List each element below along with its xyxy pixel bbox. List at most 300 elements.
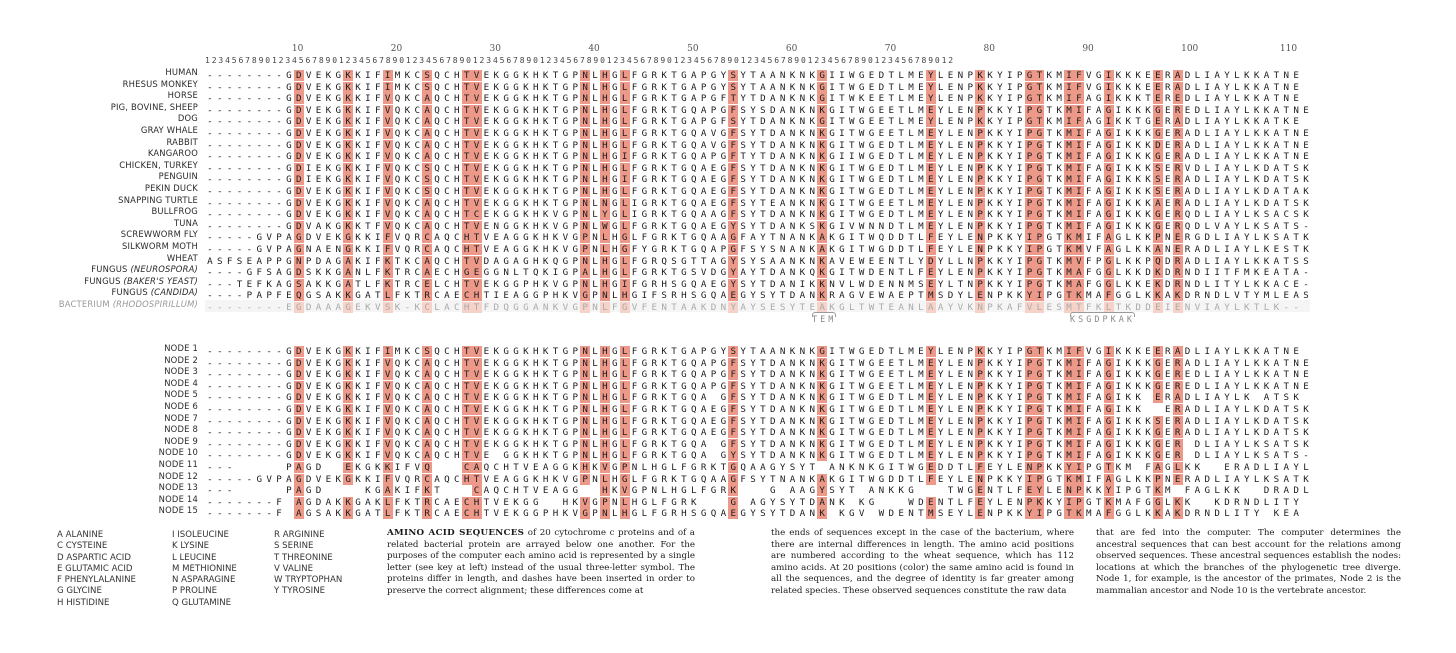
residue: K	[799, 415, 806, 427]
residue: S	[740, 380, 746, 392]
residue: N	[580, 93, 590, 104]
residue: N	[967, 278, 974, 290]
residue: P	[975, 404, 985, 415]
residue: K	[829, 232, 835, 244]
residue: G	[681, 128, 687, 139]
residue: M	[926, 290, 936, 301]
residue: G	[1056, 508, 1062, 520]
residue: L	[365, 267, 371, 279]
residue: K	[325, 404, 332, 415]
residue: L	[947, 104, 954, 116]
residue: C	[444, 81, 450, 93]
residue: P	[700, 93, 707, 105]
residue: L	[947, 427, 954, 439]
residue: K	[799, 404, 806, 415]
residue: I	[1214, 255, 1220, 267]
residue: Y	[779, 462, 786, 473]
residue: N	[957, 116, 964, 128]
residue: K	[1007, 244, 1013, 255]
residue: P	[975, 450, 985, 461]
residue: T	[1283, 186, 1290, 197]
species-name-text: PENGUIN	[158, 171, 198, 182]
residue: V	[552, 209, 559, 221]
residue: K	[343, 198, 353, 209]
residue: R	[1194, 290, 1201, 302]
residue: F	[1095, 473, 1102, 485]
residue: T	[849, 162, 855, 174]
node-name-text: NODE 13	[158, 482, 198, 493]
residue: Y	[937, 267, 944, 279]
residue: F	[375, 415, 381, 427]
residue: I	[1224, 232, 1230, 244]
residue: A	[1095, 151, 1102, 163]
residue: E	[286, 302, 292, 313]
residue: G	[562, 139, 569, 151]
residue: S	[740, 197, 746, 209]
residue: -	[246, 70, 253, 81]
residue: K	[1125, 438, 1132, 450]
residue: Y	[1007, 369, 1013, 381]
residue: A	[1184, 174, 1191, 186]
residue: I	[383, 70, 393, 81]
residue: K	[1244, 93, 1250, 105]
residue: A	[1074, 267, 1084, 278]
residue: K	[493, 174, 500, 186]
residue: G	[681, 220, 687, 232]
residue: Q	[691, 209, 697, 221]
residue: K	[355, 93, 361, 105]
residue: T	[1273, 116, 1280, 128]
residue: K	[817, 392, 827, 403]
residue: K	[355, 244, 361, 255]
residue: I	[1086, 473, 1092, 485]
species-name-qualifier: (NEUROSPORA)	[130, 264, 198, 275]
residue: K	[1125, 220, 1132, 232]
residue: L	[1125, 232, 1132, 244]
residue: A	[286, 244, 292, 255]
residue: A	[422, 439, 432, 450]
residue: C	[1283, 278, 1290, 290]
residue: T	[552, 81, 559, 93]
residue: S	[1263, 438, 1270, 450]
residue: A	[1273, 404, 1280, 415]
residue: -	[236, 290, 243, 302]
residue: Q	[691, 392, 697, 404]
residue: K	[1244, 81, 1250, 93]
residue: T	[779, 508, 786, 520]
residue: G	[829, 392, 835, 404]
residue: K	[975, 116, 985, 127]
residue: I	[1016, 162, 1023, 174]
residue: W	[858, 128, 865, 139]
residue: G	[1135, 485, 1141, 497]
residue: L	[1125, 244, 1132, 255]
residue: S	[1283, 244, 1290, 255]
residue: -	[276, 139, 282, 151]
residue: G	[335, 450, 342, 462]
residue: A	[1214, 70, 1220, 81]
residue: P	[572, 220, 579, 232]
residue: G	[305, 485, 312, 497]
species-name	[84, 276, 198, 287]
residue: A	[1095, 197, 1102, 209]
residue: -	[207, 496, 213, 508]
residue: A	[503, 232, 509, 244]
residue: A	[444, 496, 450, 508]
residue: A	[1095, 186, 1102, 197]
residue: D	[868, 278, 875, 290]
residue: I	[849, 151, 855, 163]
residue: L	[937, 81, 944, 93]
residue: -	[217, 116, 223, 128]
residue: K	[987, 267, 993, 279]
residue: A	[1224, 104, 1230, 116]
residue: H	[454, 128, 460, 139]
residue: L	[1115, 255, 1122, 267]
residue: -	[266, 151, 272, 163]
residue: G	[681, 162, 687, 174]
residue: E	[454, 290, 460, 302]
residue: G	[462, 267, 472, 278]
residue: L	[1204, 404, 1211, 415]
residue: L	[1244, 255, 1250, 267]
residue: K	[1056, 450, 1062, 462]
residue: T	[849, 209, 855, 221]
residue: A	[422, 450, 432, 461]
residue: A	[799, 508, 806, 520]
residue: -	[207, 209, 213, 221]
residue: T	[849, 380, 855, 392]
residue: D	[770, 357, 776, 369]
residue: I	[1204, 81, 1211, 93]
residue: T	[462, 369, 472, 380]
residue: R	[1194, 508, 1201, 520]
residue: K	[1046, 116, 1053, 128]
residue: I	[1016, 415, 1023, 427]
residue: K	[1194, 462, 1201, 473]
residue: K	[1263, 380, 1270, 392]
residue: -	[207, 357, 213, 369]
residue: D	[888, 392, 895, 404]
residue: Q	[552, 255, 559, 267]
residue: I	[620, 151, 630, 162]
residue: G	[523, 232, 529, 244]
key-entry: V VALINE	[274, 563, 313, 574]
residue: G	[1104, 174, 1114, 185]
residue: D	[789, 290, 796, 302]
residue: P	[1025, 267, 1035, 278]
residue: Y	[600, 209, 610, 220]
residue: W	[908, 496, 914, 508]
residue: D	[1194, 128, 1201, 139]
residue: S	[740, 186, 746, 197]
residue: L	[1007, 462, 1013, 473]
residue: K	[1145, 244, 1151, 255]
residue: K	[967, 302, 974, 313]
residue: G	[503, 139, 509, 151]
amino-acid-key-col1	[57, 530, 136, 609]
residue: S	[789, 462, 796, 473]
residue: -	[246, 128, 253, 139]
residue: -	[207, 404, 213, 415]
residue: -	[226, 81, 233, 93]
residue: N	[967, 357, 974, 369]
residue: N	[789, 427, 796, 439]
residue: E	[926, 186, 936, 197]
residue: F	[740, 232, 746, 244]
residue: D	[1253, 462, 1260, 473]
residue: -	[256, 104, 263, 116]
residue: E	[1153, 346, 1163, 357]
residue: K	[817, 427, 827, 438]
residue: Y	[1234, 357, 1240, 369]
residue: T	[462, 404, 472, 415]
residue: H	[472, 290, 482, 301]
residue: D	[888, 232, 895, 244]
residue: I	[839, 404, 845, 415]
residue: K	[404, 346, 411, 357]
residue: G	[817, 82, 827, 93]
residue: P	[266, 255, 272, 267]
residue: I	[1214, 357, 1220, 369]
residue: Y	[1234, 427, 1240, 439]
residue: Y	[1224, 346, 1230, 357]
residue: G	[641, 427, 648, 439]
residue: L	[1244, 162, 1250, 174]
residue: A	[839, 290, 845, 302]
residue: L	[957, 232, 964, 244]
residue: D	[947, 462, 954, 473]
residue: F	[394, 290, 401, 302]
residue: F	[631, 278, 638, 290]
residue: Y	[937, 255, 944, 267]
residue: N	[1283, 93, 1290, 105]
residue: H	[533, 369, 539, 381]
residue: K	[343, 93, 353, 104]
residue: L	[1194, 392, 1201, 404]
residue: G	[829, 357, 835, 369]
residue: K	[1135, 174, 1141, 186]
residue: K	[266, 278, 272, 290]
residue: P	[1046, 508, 1053, 520]
residue: E	[483, 197, 490, 209]
residue: R	[829, 290, 835, 302]
residue: M	[1064, 439, 1074, 450]
residue: E	[918, 70, 924, 81]
residue: E	[926, 267, 936, 278]
residue: G	[335, 438, 342, 450]
residue: K	[523, 220, 529, 232]
residue: H	[562, 496, 569, 508]
residue: K	[523, 70, 529, 81]
residue: Q	[394, 209, 401, 221]
residue: C	[414, 151, 421, 163]
residue: T	[462, 140, 472, 151]
residue: T	[947, 496, 954, 508]
residue: E	[868, 255, 875, 267]
residue: K	[1145, 139, 1151, 151]
residue: K	[1135, 404, 1141, 415]
residue: P	[1025, 450, 1035, 461]
node-name	[164, 424, 198, 435]
residue: Q	[691, 380, 697, 392]
residue: G	[572, 302, 579, 313]
residue: I	[1064, 497, 1074, 508]
residue: F	[256, 267, 263, 279]
residue: T	[849, 369, 855, 381]
residue: K	[661, 209, 667, 221]
residue: G	[523, 508, 529, 520]
residue: K	[1253, 438, 1260, 450]
node-name-text: NODE 8	[164, 424, 198, 435]
residue: T	[552, 438, 559, 450]
residue: V	[472, 163, 482, 174]
residue: -	[217, 186, 223, 197]
residue: L	[898, 70, 904, 81]
residue: Q	[434, 404, 440, 415]
residue: C	[444, 186, 450, 197]
residue: G	[908, 485, 914, 497]
residue: Y	[1007, 139, 1013, 151]
residue: D	[1184, 81, 1191, 93]
residue: Y	[937, 186, 944, 197]
residue: E	[454, 508, 460, 520]
residue: K	[1135, 244, 1141, 255]
residue: G	[612, 346, 618, 357]
residue: K	[493, 93, 500, 105]
residue: T	[849, 438, 855, 450]
residue: P	[542, 290, 549, 302]
residue: N	[888, 255, 895, 267]
residue: Q	[394, 162, 401, 174]
residue: G	[1095, 81, 1102, 93]
residue: E	[888, 380, 895, 392]
residue: T	[809, 462, 816, 473]
residue: G	[513, 174, 519, 186]
residue: P	[266, 290, 272, 302]
residue: -	[246, 438, 253, 450]
residue: H	[600, 105, 610, 116]
residue: P	[523, 278, 529, 290]
residue: G	[829, 162, 835, 174]
residue: H	[454, 197, 460, 209]
residue: L	[908, 255, 914, 267]
residue: K	[355, 186, 361, 197]
residue: K	[523, 450, 529, 462]
residue: G	[612, 151, 618, 163]
residue: V	[305, 104, 312, 116]
residue: M	[394, 346, 401, 357]
residue: Y	[720, 346, 727, 357]
residue: G	[1035, 450, 1045, 461]
residue: K	[404, 209, 411, 221]
residue: G	[335, 392, 342, 404]
residue: Y	[750, 162, 756, 174]
residue: T	[1283, 139, 1290, 151]
residue: A	[1293, 508, 1299, 520]
residue: F	[276, 508, 282, 520]
residue: -	[217, 104, 223, 116]
residue: E	[1303, 128, 1309, 139]
residue: T	[770, 473, 776, 485]
residue: -	[207, 151, 213, 163]
residue: Y	[926, 70, 936, 81]
residue: I	[1115, 392, 1122, 404]
residue: K	[404, 357, 411, 369]
residue: N	[967, 392, 974, 404]
residue: K	[661, 174, 667, 186]
residue: V	[472, 404, 482, 415]
residue: G	[562, 128, 569, 139]
residue: V	[700, 267, 707, 279]
residue: T	[552, 450, 559, 462]
residue: Q	[691, 104, 697, 116]
residue: Q	[434, 415, 440, 427]
residue: K	[1253, 104, 1260, 116]
residue: K	[1135, 162, 1141, 174]
residue: L	[592, 197, 598, 209]
residue: K	[817, 209, 827, 220]
residue: E	[1173, 232, 1183, 243]
residue: K	[1263, 151, 1270, 163]
residue: L	[620, 427, 630, 438]
residue: T	[898, 392, 904, 404]
residue: I	[829, 70, 835, 81]
residue: G	[513, 220, 519, 232]
residue: D	[770, 151, 776, 163]
residue: K	[375, 462, 381, 473]
residue: -	[236, 267, 243, 279]
residue: G	[513, 392, 519, 404]
residue: N	[967, 104, 974, 116]
residue: K	[523, 427, 529, 439]
residue: E	[1293, 93, 1299, 105]
residue: Q	[691, 357, 697, 369]
residue: T	[671, 174, 677, 186]
residue: K	[523, 151, 529, 163]
residue: N	[967, 151, 974, 163]
residue: L	[908, 427, 914, 439]
residue: Y	[760, 473, 766, 485]
residue: N	[1016, 496, 1023, 508]
residue: S	[691, 508, 697, 520]
residue: N	[809, 357, 816, 369]
residue: P	[572, 70, 579, 81]
residue: K	[343, 70, 353, 81]
residue: G	[878, 462, 885, 473]
residue: E	[483, 404, 490, 415]
residue: I	[365, 427, 371, 439]
residue: S	[728, 70, 738, 81]
residue: G	[720, 255, 727, 267]
residue: G	[1095, 267, 1102, 279]
residue: V	[305, 70, 312, 81]
residue: K	[1125, 162, 1132, 174]
residue: Y	[641, 244, 648, 255]
residue: G	[513, 104, 519, 116]
residue: K	[1253, 255, 1260, 267]
residue: K	[799, 255, 806, 267]
residue: K	[325, 81, 332, 93]
residue: V	[472, 128, 482, 139]
residue: T	[849, 267, 855, 279]
residue: P	[286, 462, 292, 473]
residue: F	[404, 462, 411, 473]
residue: K	[809, 346, 816, 357]
residue: H	[462, 244, 472, 255]
residue: K	[1303, 244, 1309, 255]
residue: T	[888, 70, 895, 81]
